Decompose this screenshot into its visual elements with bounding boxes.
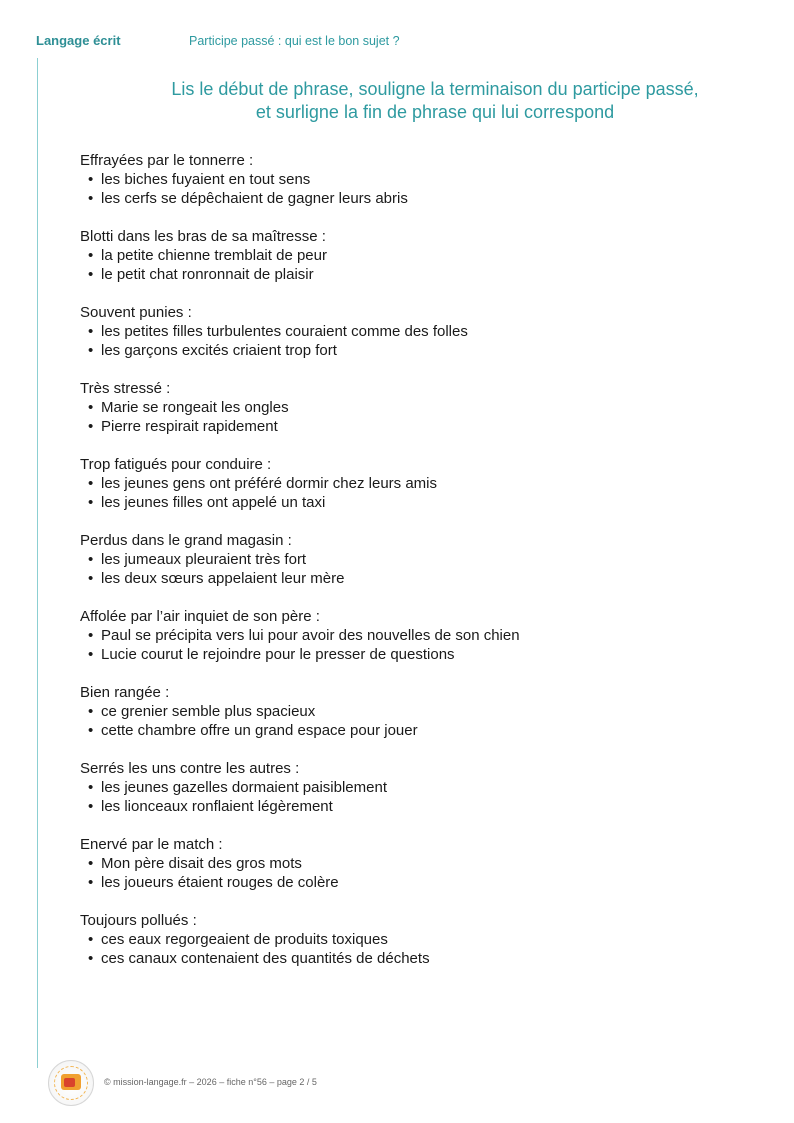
exercise-option-text: les cerfs se dépêchaient de gagner leurs abris (101, 190, 408, 207)
bullet-icon: • (88, 475, 94, 492)
exercise-heading: Blotti dans les bras de sa maîtresse : (80, 228, 326, 245)
exercise-option-text: ces canaux contenaient des quantités de déchets (101, 950, 430, 967)
exercise-option (80, 778, 760, 797)
exercise-option (80, 854, 760, 873)
exercise-option-text: les petites filles turbulentes couraient comme des folles (101, 323, 468, 340)
exercise-option (80, 930, 760, 949)
bullet-icon: • (88, 190, 94, 207)
exercise-heading: Affolée par l’air inquiet de son père : (80, 608, 320, 625)
header-topic: Participe passé : qui est le bon sujet ? (189, 34, 400, 48)
bullet-icon: • (88, 171, 94, 188)
exercise-option-text: les joueurs étaient rouges de colère (101, 874, 339, 891)
exercise-option (80, 398, 760, 417)
exercise-option-text: la petite chienne tremblait de peur (101, 247, 327, 264)
bullet-icon: • (88, 399, 94, 416)
exercise-option (80, 246, 760, 265)
exercise-group (80, 531, 760, 588)
exercise-group (80, 379, 760, 436)
bullet-icon: • (88, 646, 94, 663)
exercise-option-text: les jeunes gens ont préféré dormir chez leurs amis (101, 475, 437, 492)
exercise-option (80, 645, 760, 664)
bullet-icon: • (88, 931, 94, 948)
instructions-line-1: Lis le début de phrase, souligne la terminaison du participe passé, (171, 79, 699, 99)
exercise-option (80, 702, 760, 721)
exercise-option-text: les jumeaux pleuraient très fort (101, 551, 307, 568)
instructions (100, 78, 770, 124)
exercise-option (80, 417, 760, 436)
exercise-option-text: Paul se précipita vers lui pour avoir des nouvelles de son chien (101, 627, 520, 644)
exercise-option (80, 626, 760, 645)
exercise-option-text: les lionceaux ronflaient légèrement (101, 798, 333, 815)
logo-book-inner-shape (64, 1078, 75, 1087)
bullet-icon: • (88, 551, 94, 568)
exercise-option-text: ces eaux regorgeaient de produits toxiques (101, 931, 388, 948)
bullet-icon: • (88, 247, 94, 264)
exercise-group (80, 151, 760, 208)
exercise-group (80, 911, 760, 968)
exercise-group (80, 607, 760, 664)
bullet-icon: • (88, 874, 94, 891)
exercise-heading: Très stressé : (80, 380, 171, 397)
bullet-icon: • (88, 855, 94, 872)
exercise-heading: Serrés les uns contre les autres : (80, 760, 300, 777)
bullet-icon: • (88, 342, 94, 359)
exercise-option-text: les deux sœurs appelaient leur mère (101, 570, 345, 587)
bullet-icon: • (88, 722, 94, 739)
exercise-group (80, 683, 760, 740)
exercise-option-text: les jeunes filles ont appelé un taxi (101, 494, 326, 511)
exercise-option (80, 949, 760, 968)
bullet-icon: • (88, 779, 94, 796)
exercise-option-text: Marie se rongeait les ongles (101, 399, 289, 416)
exercise-heading: Trop fatigués pour conduire : (80, 456, 272, 473)
exercise-option-text: le petit chat ronronnait de plaisir (101, 266, 314, 283)
exercise-option (80, 721, 760, 740)
exercise-group (80, 759, 760, 816)
exercise-group (80, 835, 760, 892)
exercise-heading: Enervé par le match : (80, 836, 223, 853)
bullet-icon: • (88, 323, 94, 340)
exercise-list (80, 151, 760, 987)
exercise-group (80, 455, 760, 512)
bullet-icon: • (88, 950, 94, 967)
bullet-icon: • (88, 570, 94, 587)
exercise-option (80, 265, 760, 284)
bullet-icon: • (88, 418, 94, 435)
exercise-option-text: les biches fuyaient en tout sens (101, 171, 311, 188)
bullet-icon: • (88, 494, 94, 511)
margin-divider (37, 58, 38, 1068)
exercise-option-text: les jeunes gazelles dormaient paisiblement (101, 779, 387, 796)
exercise-heading: Effrayées par le tonnerre : (80, 152, 254, 169)
exercise-option (80, 322, 760, 341)
exercise-group (80, 303, 760, 360)
exercise-heading: Toujours pollués : (80, 912, 197, 929)
exercise-group (80, 227, 760, 284)
exercise-option-text: les garçons excités criaient trop fort (101, 342, 337, 359)
bullet-icon: • (88, 627, 94, 644)
exercise-option (80, 341, 760, 360)
bullet-icon: • (88, 703, 94, 720)
exercise-option-text: ce grenier semble plus spacieux (101, 703, 316, 720)
exercise-option-text: Pierre respirait rapidement (101, 418, 278, 435)
exercise-option (80, 569, 760, 588)
exercise-option-text: Lucie courut le rejoindre pour le presser de questions (101, 646, 455, 663)
exercise-option (80, 797, 760, 816)
exercise-heading: Perdus dans le grand magasin : (80, 532, 292, 549)
exercise-option (80, 873, 760, 892)
exercise-heading: Souvent punies : (80, 304, 192, 321)
exercise-option (80, 189, 760, 208)
exercise-option-text: Mon père disait des gros mots (101, 855, 302, 872)
exercise-option (80, 550, 760, 569)
bullet-icon: • (88, 798, 94, 815)
exercise-option-text: cette chambre offre un grand espace pour jouer (101, 722, 418, 739)
exercise-heading: Bien rangée : (80, 684, 170, 701)
exercise-option (80, 474, 760, 493)
exercise-option (80, 493, 760, 512)
instructions-line-2: et surligne la fin de phrase qui lui correspond (255, 102, 615, 122)
mission-langage-logo-icon (48, 1060, 94, 1106)
bullet-icon: • (88, 266, 94, 283)
exercise-option (80, 170, 760, 189)
footer-copyright: © mission-langage.fr – 2026 – fiche n°56 – page 2 / 5 (104, 1077, 317, 1087)
header-category: Langage écrit (36, 33, 121, 48)
